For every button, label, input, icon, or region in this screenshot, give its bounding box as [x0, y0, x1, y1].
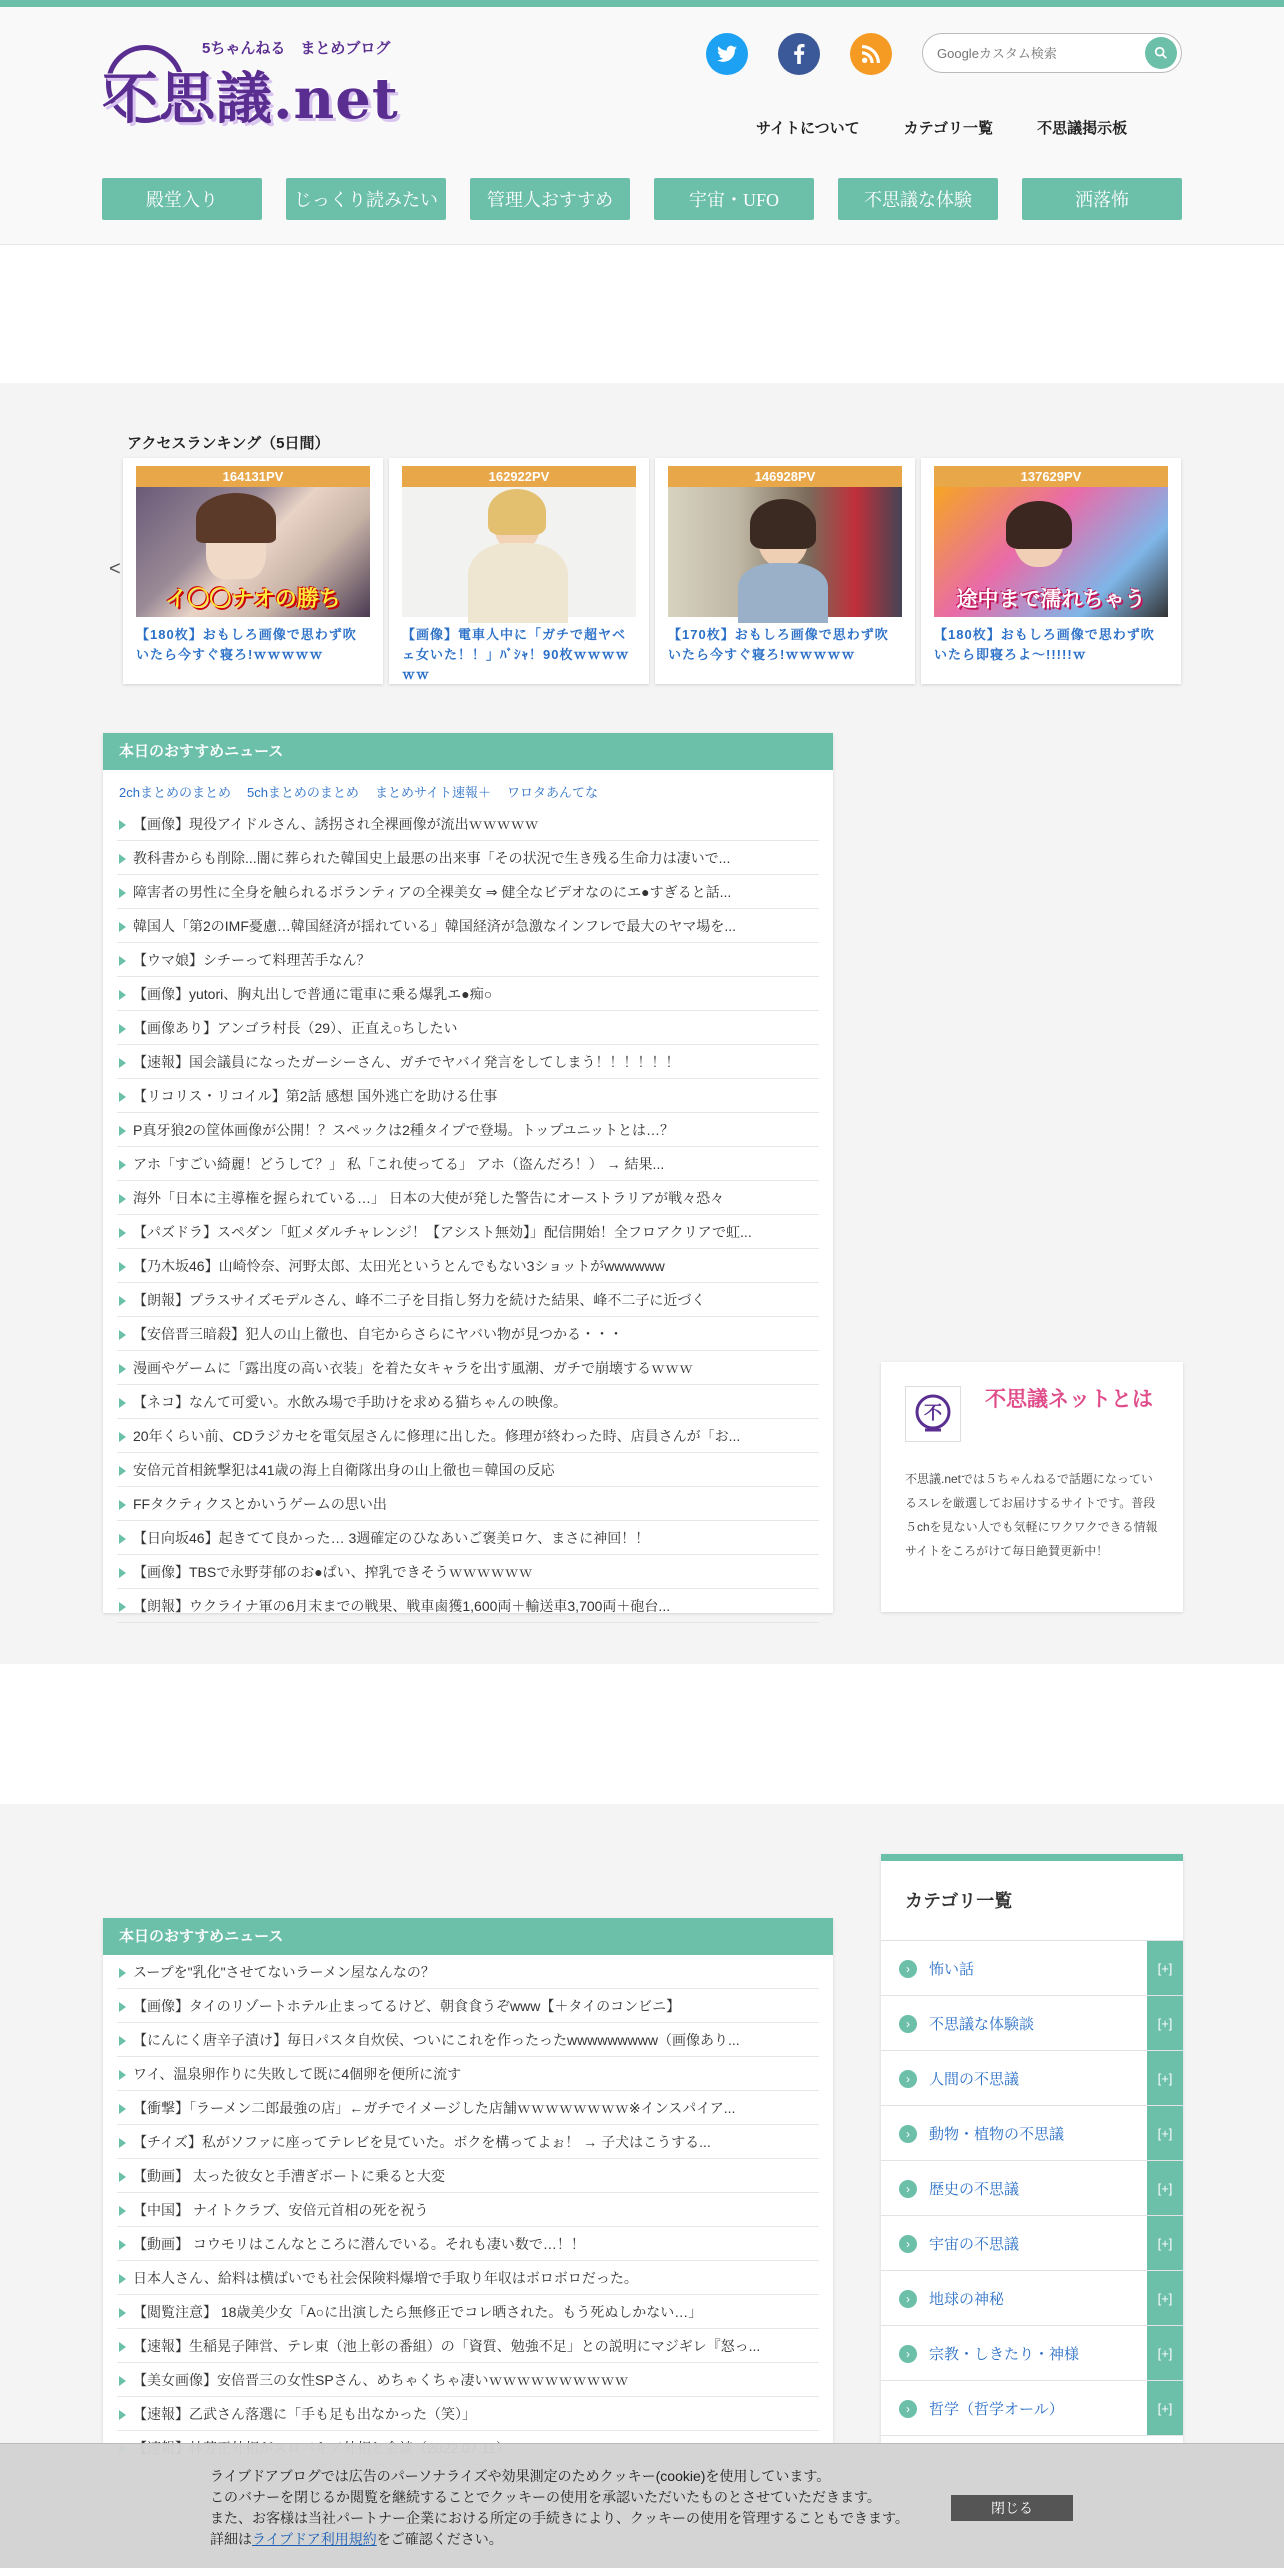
- news-item-title[interactable]: 【にんにく唐辛子漬け】毎日パスタ自炊侯、ついにこれを作ったったwwwwwwwww（画像あり...: [133, 2032, 740, 2048]
- terms-link[interactable]: ライブドア利用規約: [252, 2531, 377, 2547]
- search-icon: [1154, 46, 1168, 60]
- bullet-triangle-icon: [119, 854, 126, 864]
- expand-button[interactable]: [+]: [1147, 2051, 1183, 2105]
- cookie-text-line: このバナーを閉じるか閲覧を継続することでクッキーの使用を承認いただいたものとさせていただきます。: [210, 2489, 881, 2505]
- chevron-right-icon: ›: [899, 2345, 917, 2363]
- news-item[interactable]: [117, 2125, 819, 2159]
- news-item-title[interactable]: 【日向坂46】起きてて良かった… 3週確定のひなあいご褒美ロケ、まさに神回！！: [133, 1530, 650, 1546]
- recommended-news-panel-2: [103, 1918, 833, 2448]
- news-item[interactable]: [117, 841, 819, 875]
- news-item[interactable]: [117, 2397, 819, 2431]
- news-item-title[interactable]: 【動画】 太った彼女と手漕ぎボートに乗ると大変: [133, 2168, 445, 2184]
- expand-button[interactable]: [+]: [1147, 2271, 1183, 2325]
- category-item[interactable]: [881, 2106, 1183, 2161]
- chevron-right-icon: ›: [899, 2015, 917, 2033]
- bullet-triangle-icon: [119, 2206, 126, 2216]
- expand-button[interactable]: [+]: [1147, 1941, 1183, 1995]
- antenna-links: [103, 770, 833, 807]
- ranking-card-title[interactable]: 【170枚】おもしろ画像で思わず吹いたら今すぐ寝ろ!ｗｗｗｗｗ: [668, 627, 889, 662]
- category-label[interactable]: 地球の神秘: [929, 2290, 1005, 2308]
- ranking-card[interactable]: [921, 458, 1181, 684]
- chevron-right-icon: ›: [899, 2070, 917, 2088]
- logo-tagline: 5ちゃんねる まとめブログ: [202, 40, 391, 57]
- bullet-triangle-icon: [119, 2376, 126, 2386]
- category-item[interactable]: [881, 2051, 1183, 2106]
- bullet-triangle-icon: [119, 1466, 126, 1476]
- news-item[interactable]: [117, 1045, 819, 1079]
- category-label[interactable]: 動物・植物の不思議: [929, 2125, 1065, 2143]
- cookie-message: [210, 2466, 909, 2550]
- news-item-title[interactable]: 【画像】TBSで永野芽郁のお●ぱい、搾乳できそうｗｗｗｗｗｗ: [133, 1564, 533, 1580]
- news-item[interactable]: [117, 2329, 819, 2363]
- ranking-card-title[interactable]: 【180枚】おもしろ画像で思わず吹いたら今すぐ寝ろ!ｗｗｗｗｗ: [136, 627, 357, 662]
- news-item[interactable]: [117, 1589, 819, 1623]
- thumbnail-image: [668, 487, 902, 617]
- bullet-triangle-icon: [119, 1126, 126, 1136]
- category-label[interactable]: 宗教・しきたり・神様: [929, 2345, 1080, 2363]
- bullet-triangle-icon: [119, 820, 126, 830]
- news-item-title[interactable]: 教科書からも削除...闇に葬られた韓国史上最悪の出来事「その状況で生き残る生命力は凄いで...: [133, 850, 731, 866]
- bullet-triangle-icon: [119, 1398, 126, 1408]
- category-label[interactable]: 哲学（哲学オール）: [929, 2400, 1064, 2418]
- site-logo-icon: [905, 1386, 961, 1442]
- pv-badge: 162922PV: [402, 466, 636, 487]
- news-item-title[interactable]: 【速報】乙武さん落選に「手も足も出なかった（笑）」: [133, 2406, 476, 2422]
- chevron-right-icon: ›: [899, 2400, 917, 2418]
- news-item-title[interactable]: 【閲覧注意】 18歳美少女「A○に出演したら無修正でコレ晒された。もう死ぬしかない…」: [133, 2304, 703, 2320]
- news-item[interactable]: [117, 1351, 819, 1385]
- cookie-text: をご確認ください。: [376, 2531, 503, 2547]
- bullet-triangle-icon: [119, 1968, 126, 1978]
- antenna-link[interactable]: 5chまとめのまとめ: [246, 785, 359, 800]
- search-input[interactable]: [937, 46, 1137, 61]
- news-item-title[interactable]: 障害者の男性に全身を触られるボランティアの全裸美女 ⇒ 健全なビデオなのにエ●すぎると話...: [133, 884, 732, 900]
- bullet-triangle-icon: [119, 990, 126, 1000]
- news-item-title[interactable]: 【乃木坂46】山崎怜奈、河野太郎、太田光というとんでもない3ショットがwwwwww: [133, 1258, 665, 1274]
- antenna-link[interactable]: ワロタあんてな: [507, 785, 599, 800]
- chevron-right-icon: ›: [899, 2125, 917, 2143]
- carousel-prev-button[interactable]: <: [109, 558, 121, 580]
- news-item-title[interactable]: 【速報】生稲晃子陣営、テレ東（池上彰の番組）の「資質、勉強不足」との説明にマジギレ『怒っ...: [133, 2338, 761, 2354]
- subnav-categories[interactable]: カテゴリ一覧: [903, 120, 994, 137]
- news-item[interactable]: [117, 2159, 819, 2193]
- sub-navigation: [756, 117, 1127, 138]
- news-item[interactable]: [117, 2091, 819, 2125]
- category-label[interactable]: 怖い話: [929, 1960, 975, 1978]
- site-header: [0, 7, 1284, 245]
- thumbnail-caption: 途中まで濡れちゃう: [956, 588, 1146, 611]
- news-item[interactable]: [117, 1955, 819, 1989]
- news-item-title[interactable]: FFタクティクスとかいうゲームの思い出: [133, 1496, 387, 1512]
- news-item[interactable]: [117, 2295, 819, 2329]
- ranking-card[interactable]: [655, 458, 915, 684]
- antenna-link[interactable]: 2chまとめのまとめ: [119, 785, 231, 800]
- cookie-text-line: また、お客様は当社パートナー企業における所定の手続きにより、クッキーの使用を管理することもできます。: [210, 2510, 909, 2526]
- bullet-triangle-icon: [119, 1262, 126, 1272]
- news-item-title[interactable]: 【画像】現役アイドルさん、誘拐され全裸画像が流出ｗｗｗｗｗ: [133, 816, 539, 832]
- bullet-triangle-icon: [119, 2240, 126, 2250]
- news-item[interactable]: [117, 1215, 819, 1249]
- category-item[interactable]: [881, 2216, 1183, 2271]
- news-item-title[interactable]: 【安倍晋三暗殺】犯人の山上徹也、自宅からさらにヤバい物が見つかる・・・: [133, 1326, 623, 1342]
- news-item-title[interactable]: 【ウマ娘】シチーって料理苦手なん？: [133, 952, 371, 968]
- nav-space-ufo[interactable]: 宇宙・UFO: [654, 178, 814, 220]
- cookie-text-line: ライブドアブログでは広告のパーソナライズや効果測定のためクッキー(cookie)を使用しています。: [210, 2468, 831, 2484]
- bullet-triangle-icon: [119, 2104, 126, 2114]
- search-box: [922, 33, 1182, 73]
- news-item[interactable]: [117, 2227, 819, 2261]
- news-item[interactable]: [117, 807, 819, 841]
- category-item[interactable]: [881, 2326, 1183, 2381]
- news-item-title[interactable]: 【リコリス・リコイル】第2話 感想 国外逃亡を助ける仕事: [133, 1088, 498, 1104]
- news-item[interactable]: [117, 2193, 819, 2227]
- twitter-icon[interactable]: [706, 33, 748, 75]
- bullet-triangle-icon: [119, 1602, 126, 1612]
- news-item[interactable]: [117, 875, 819, 909]
- bullet-triangle-icon: [119, 2172, 126, 2182]
- news-item-title[interactable]: 日本人さん、給料は横ばいでも社会保険料爆増で手取り年収はボロボロだった。: [133, 2270, 638, 2286]
- subnav-board[interactable]: 不思議掲示板: [1037, 120, 1128, 137]
- news-item[interactable]: [117, 1385, 819, 1419]
- category-heading: カテゴリ一覧: [881, 1861, 1183, 1941]
- news-item-title[interactable]: 【ネコ】なんて可愛い。水飲み場で手助けを求める猫ちゃんの映像。: [133, 1394, 567, 1410]
- category-item[interactable]: [881, 1941, 1183, 1996]
- news-item[interactable]: [117, 1147, 819, 1181]
- news-item[interactable]: [117, 1989, 819, 2023]
- search-button[interactable]: [1145, 37, 1177, 69]
- global-navigation: [102, 178, 1182, 220]
- thumbnail-image: [136, 487, 370, 617]
- bullet-triangle-icon: [119, 2002, 126, 2012]
- news-item[interactable]: [117, 2363, 819, 2397]
- bullet-triangle-icon: [119, 2274, 126, 2284]
- category-item[interactable]: [881, 2381, 1183, 2436]
- bullet-triangle-icon: [119, 922, 126, 932]
- news-item[interactable]: [117, 1521, 819, 1555]
- ranking-carousel: [103, 458, 1183, 684]
- pv-badge: 164131PV: [136, 466, 370, 487]
- expand-button[interactable]: [+]: [1147, 2216, 1183, 2270]
- ranking-card-title[interactable]: 【180枚】おもしろ画像で思わず吹いたら即寝ろよ～!!!!!ｗ: [934, 627, 1155, 662]
- news-item-title[interactable]: 【画像】タイのリゾートホテル止まってるけど、朝食食うぞwww【＋タイのコンビニ】: [133, 1998, 681, 2014]
- news-item-title[interactable]: 【画像あり】アンゴラ村長（29）、正直え○ちしたい: [133, 1020, 458, 1036]
- expand-button[interactable]: [+]: [1147, 2106, 1183, 2160]
- news-item-title[interactable]: スープを"乳化"させてないラーメン屋なんなの？: [133, 1964, 435, 1980]
- social-buttons: [706, 33, 892, 75]
- news-item-title[interactable]: ワイ、温泉卵作りに失敗して既に4個卵を便所に流す: [133, 2066, 462, 2082]
- site-logo[interactable]: [102, 29, 432, 154]
- news-item[interactable]: [117, 2023, 819, 2057]
- news-item-title[interactable]: 【朗報】ウクライナ軍の6月末までの戦果、戦車鹵獲1,600両＋輸送車3,700両＋砲台...: [133, 1598, 671, 1614]
- chevron-right-icon: ›: [899, 2290, 917, 2308]
- bullet-triangle-icon: [119, 1500, 126, 1510]
- news-item[interactable]: [117, 943, 819, 977]
- category-label[interactable]: 不思議な体験談: [929, 2015, 1035, 2033]
- news-item[interactable]: [117, 2057, 819, 2091]
- bullet-triangle-icon: [119, 956, 126, 966]
- bullet-triangle-icon: [119, 1364, 126, 1374]
- news-item[interactable]: [117, 977, 819, 1011]
- bullet-triangle-icon: [119, 1160, 126, 1170]
- bullet-triangle-icon: [119, 1432, 126, 1442]
- news-item-title[interactable]: 海外「日本に主導権を握られている…」 日本の大使が発した警告にオーストラリアが戦々恐々: [133, 1190, 725, 1206]
- news-item[interactable]: [117, 1011, 819, 1045]
- bullet-triangle-icon: [119, 1024, 126, 1034]
- category-label[interactable]: 歴史の不思議: [929, 2180, 1020, 2198]
- news-item[interactable]: [117, 2261, 819, 2295]
- category-item[interactable]: [881, 2271, 1183, 2326]
- thumbnail-image: [402, 487, 636, 617]
- bullet-triangle-icon: [119, 2138, 126, 2148]
- ranking-title: アクセスランキング（5日間）: [127, 435, 330, 452]
- logo-text: 不思議.net: [102, 66, 399, 132]
- news-item[interactable]: [117, 1453, 819, 1487]
- news-item-title[interactable]: 韓国人「第2のIMF憂慮…韓国経済が揺れている」韓国経済が急激なインフレで最大のヤマ場を...: [133, 918, 736, 934]
- pv-badge: 137629PV: [934, 466, 1168, 487]
- category-label[interactable]: 人間の不思議: [929, 2070, 1020, 2088]
- news-item-title[interactable]: アホ「すごい綺麗！どうして？」 私「これ使ってる」 アホ（盗んだろ！） → 結果...: [133, 1156, 665, 1172]
- news-item[interactable]: [117, 1249, 819, 1283]
- category-label[interactable]: 宇宙の不思議: [929, 2235, 1020, 2253]
- bullet-triangle-icon: [119, 2410, 126, 2420]
- news-item[interactable]: [117, 1487, 819, 1521]
- bullet-triangle-icon: [119, 1330, 126, 1340]
- bullet-triangle-icon: [119, 1228, 126, 1238]
- thumbnail-caption: イ〇〇ナオの勝ち: [165, 586, 341, 611]
- pv-badge: 146928PV: [668, 466, 902, 487]
- about-description: 不思議.netでは５ちゃんねるで話題になっているスレを厳選してお届けするサイトです。普段５chを見ない人でも気軽にワクワクできる情報サイトをころがけて毎日絶賛更新中！: [905, 1472, 1158, 1558]
- news-item-title[interactable]: 【中国】 ナイトクラブ、安倍元首相の死を祝う: [133, 2202, 429, 2218]
- news-item[interactable]: [117, 1555, 819, 1589]
- nav-strange-experience[interactable]: 不思議な体験: [838, 178, 998, 220]
- news-item[interactable]: [117, 1317, 819, 1351]
- panel-heading: 本日のおすすめニュース: [103, 733, 833, 770]
- about-title: 不思議ネットとは: [985, 1388, 1153, 1411]
- subnav-about[interactable]: サイトについて: [756, 120, 860, 137]
- news-item-title[interactable]: 【美女画像】安倍晋三の女性SPさん、めちゃくちゃ凄いｗｗｗｗｗｗｗｗｗｗ: [133, 2372, 629, 2388]
- expand-button[interactable]: [+]: [1147, 2326, 1183, 2380]
- bullet-triangle-icon: [119, 1194, 126, 1204]
- bullet-triangle-icon: [119, 1058, 126, 1068]
- news-item[interactable]: [117, 1419, 819, 1453]
- news-list: [103, 1955, 833, 2465]
- news-item[interactable]: [117, 1181, 819, 1215]
- cookie-text-line: [210, 2529, 909, 2550]
- category-item[interactable]: [881, 2161, 1183, 2216]
- bullet-triangle-icon: [119, 2342, 126, 2352]
- news-item[interactable]: [117, 1079, 819, 1113]
- news-item-title[interactable]: 【速報】国会議員になったガーシーさん、ガチでヤバイ発言をしてしまう！！！！！！: [133, 1054, 680, 1070]
- category-item[interactable]: [881, 1996, 1183, 2051]
- bullet-triangle-icon: [119, 2070, 126, 2080]
- panel-heading: 本日のおすすめニュース: [103, 1918, 833, 1955]
- ranking-card[interactable]: [123, 458, 383, 684]
- news-item-title[interactable]: 漫画やゲームに「露出度の高い衣装」を着た女キャラを出す風潮、ガチで崩壊するｗｗｗ: [133, 1360, 693, 1376]
- bullet-triangle-icon: [119, 1534, 126, 1544]
- bullet-triangle-icon: [119, 1296, 126, 1306]
- rss-icon[interactable]: [850, 33, 892, 75]
- bullet-triangle-icon: [119, 2308, 126, 2318]
- top-accent-bar: [0, 0, 1284, 7]
- recommended-news-panel: [103, 733, 833, 1613]
- chevron-right-icon: ›: [899, 1960, 917, 1978]
- news-item-title[interactable]: P真牙狼2の筐体画像が公開！？スペックは2種タイプで登場。トップユニットとは…？: [133, 1122, 674, 1138]
- ad-banner-area: [0, 1664, 1284, 1804]
- news-list: [103, 807, 833, 1623]
- cookie-consent-banner: [0, 2443, 1284, 2568]
- nav-sharekowa[interactable]: 洒落怖: [1022, 178, 1182, 220]
- expand-button[interactable]: [+]: [1147, 2381, 1183, 2435]
- category-items: [881, 1941, 1183, 2436]
- news-item-title[interactable]: 【朗報】プラスサイズモデルさん、峰不二子を目指し努力を続けた結果、峰不二子に近づく: [133, 1292, 706, 1308]
- nav-hall-of-fame[interactable]: 殿堂入り: [102, 178, 262, 220]
- news-item[interactable]: [117, 1283, 819, 1317]
- svg-text:不: 不: [924, 1403, 942, 1424]
- ranking-card-title[interactable]: 【画像】電車人中に「ガチで超ヤベェ女いた！！」ﾊﾞｼｬ！90枚ｗｗｗｗｗｗ: [402, 627, 630, 682]
- news-item-title[interactable]: 20年くらい前、CDラジカセを電気屋さんに修理に出した。修理が終わった時、店員さんが「お...: [133, 1428, 741, 1444]
- nav-admin-picks[interactable]: 管理人おすすめ: [470, 178, 630, 220]
- ad-banner-area: [0, 245, 1284, 383]
- expand-button[interactable]: [+]: [1147, 2161, 1183, 2215]
- about-box: [881, 1362, 1183, 1612]
- ranking-card[interactable]: [389, 458, 649, 684]
- antenna-link[interactable]: まとめサイト速報＋: [374, 785, 492, 800]
- cookie-close-button[interactable]: 閉じる: [951, 2495, 1073, 2521]
- chevron-right-icon: ›: [899, 2235, 917, 2253]
- bullet-triangle-icon: [119, 888, 126, 898]
- chevron-right-icon: ›: [899, 2180, 917, 2198]
- news-item-title[interactable]: 安倍元首相銃撃犯は41歳の海上自衛隊出身の山上徹也＝韓国の反応: [133, 1462, 555, 1478]
- news-item-title[interactable]: 【衝撃】「ラーメン二郎最強の店」←ガチでイメージした店舗ｗｗｗｗｗｗｗｗ※インスパイア...: [133, 2100, 736, 2116]
- thumbnail-image: [934, 487, 1168, 617]
- news-item[interactable]: [117, 909, 819, 943]
- news-item-title[interactable]: 【画像】yutori、胸丸出しで普通に電車に乗る爆乳エ●痴○: [133, 986, 493, 1002]
- news-item-title[interactable]: 【チイズ】私がソファに座ってテレビを見ていた。ボクを構ってよぉ！ → 子犬はこうする...: [133, 2134, 711, 2150]
- news-item[interactable]: [117, 1113, 819, 1147]
- news-item-title[interactable]: 【パズドラ】スペダン「虹メダルチャレンジ！【アシスト無効】」配信開始！全フロアクリアで虹...: [133, 1224, 752, 1240]
- news-item-title[interactable]: 【動画】 コウモリはこんなところに潜んでいる。それも凄い数で…！！: [133, 2236, 585, 2252]
- bullet-triangle-icon: [119, 1092, 126, 1102]
- expand-button[interactable]: [+]: [1147, 1996, 1183, 2050]
- cookie-text: 詳細は: [210, 2531, 252, 2547]
- facebook-icon[interactable]: [778, 33, 820, 75]
- bullet-triangle-icon: [119, 1568, 126, 1578]
- bullet-triangle-icon: [119, 2036, 126, 2046]
- nav-long-reads[interactable]: じっくり読みたい: [286, 178, 446, 220]
